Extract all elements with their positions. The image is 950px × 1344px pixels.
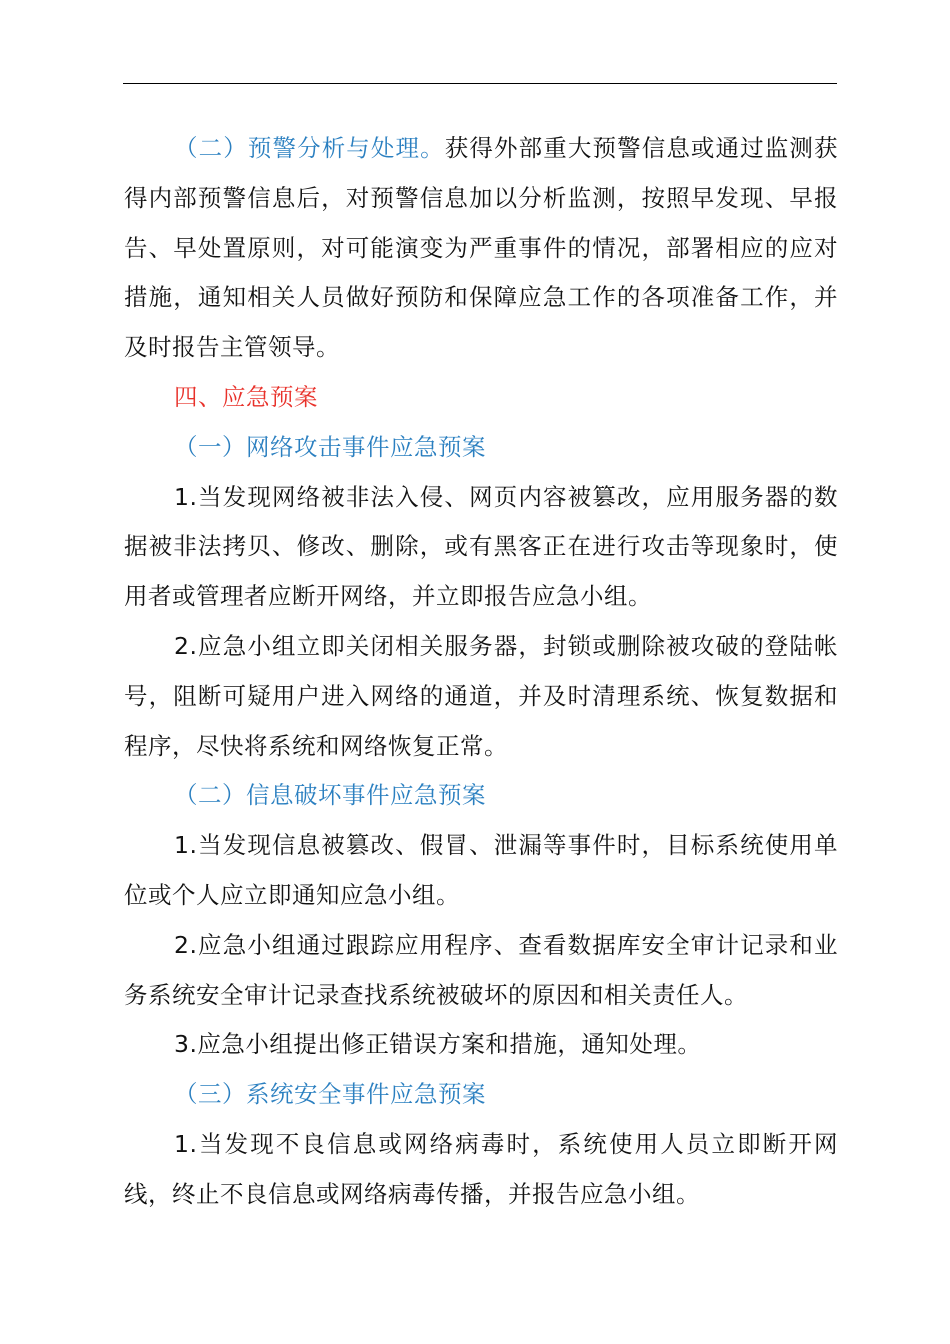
subsection-title-info-damage: （二）信息破坏事件应急预案 <box>174 781 486 810</box>
subsection-title-system-security: （三）系统安全事件应急预案 <box>174 1080 486 1109</box>
section-title: 四、应急预案 <box>174 382 318 411</box>
list-item: 1.当发现不良信息或网络病毒时，系统使用人员立即断开网线，终止不良信息或网络病毒传播，并报告应急小组。 <box>124 1129 838 1208</box>
list-item: 2.应急小组立即关闭相关服务器，封锁或删除被攻破的登陆帐号，阻断可疑用户进入网络的通道，并及时清理系统、恢复数据和程序，尽快将系统和网络恢复正常。 <box>124 631 838 760</box>
inline-heading-early-warning: （二）预警分析与处理。 <box>174 134 445 162</box>
list-item: 3.应急小组提出修正错误方案和措施，通知处理。 <box>174 1030 702 1059</box>
list-item: 1.当发现信息被篡改、假冒、泄漏等事件时，目标系统使用单位或个人应立即通知应急小组。 <box>124 831 838 909</box>
paragraph-early-warning <box>124 124 838 373</box>
list-item: 1.当发现网络被非法入侵、网页内容被篡改，应用服务器的数据被非法拷贝、修改、删除，或有黑客正在进行攻击等现象时，使用者或管理者应断开网络，并立即报告应急小组。 <box>124 482 838 611</box>
subsection-title-network-attack: （一）网络攻击事件应急预案 <box>174 432 486 461</box>
document-body <box>124 124 838 1220</box>
paragraph-early-warning-text: 获得外部重大预警信息或通过监测获得内部预警信息后，对预警信息加以分析监测，按照早发现、早报告、早处置原则，对可能演变为严重事件的情况，部署相应的应对措施，通知相关人员做好预防和保障应急工作的各项准备工作，并及时报告主管领导。 <box>124 134 839 362</box>
list-item: 2.应急小组通过跟踪应用程序、查看数据库安全审计记录和业务系统安全审计记录查找系统被破坏的原因和相关责任人。 <box>124 930 838 1009</box>
header-rule <box>123 83 837 84</box>
